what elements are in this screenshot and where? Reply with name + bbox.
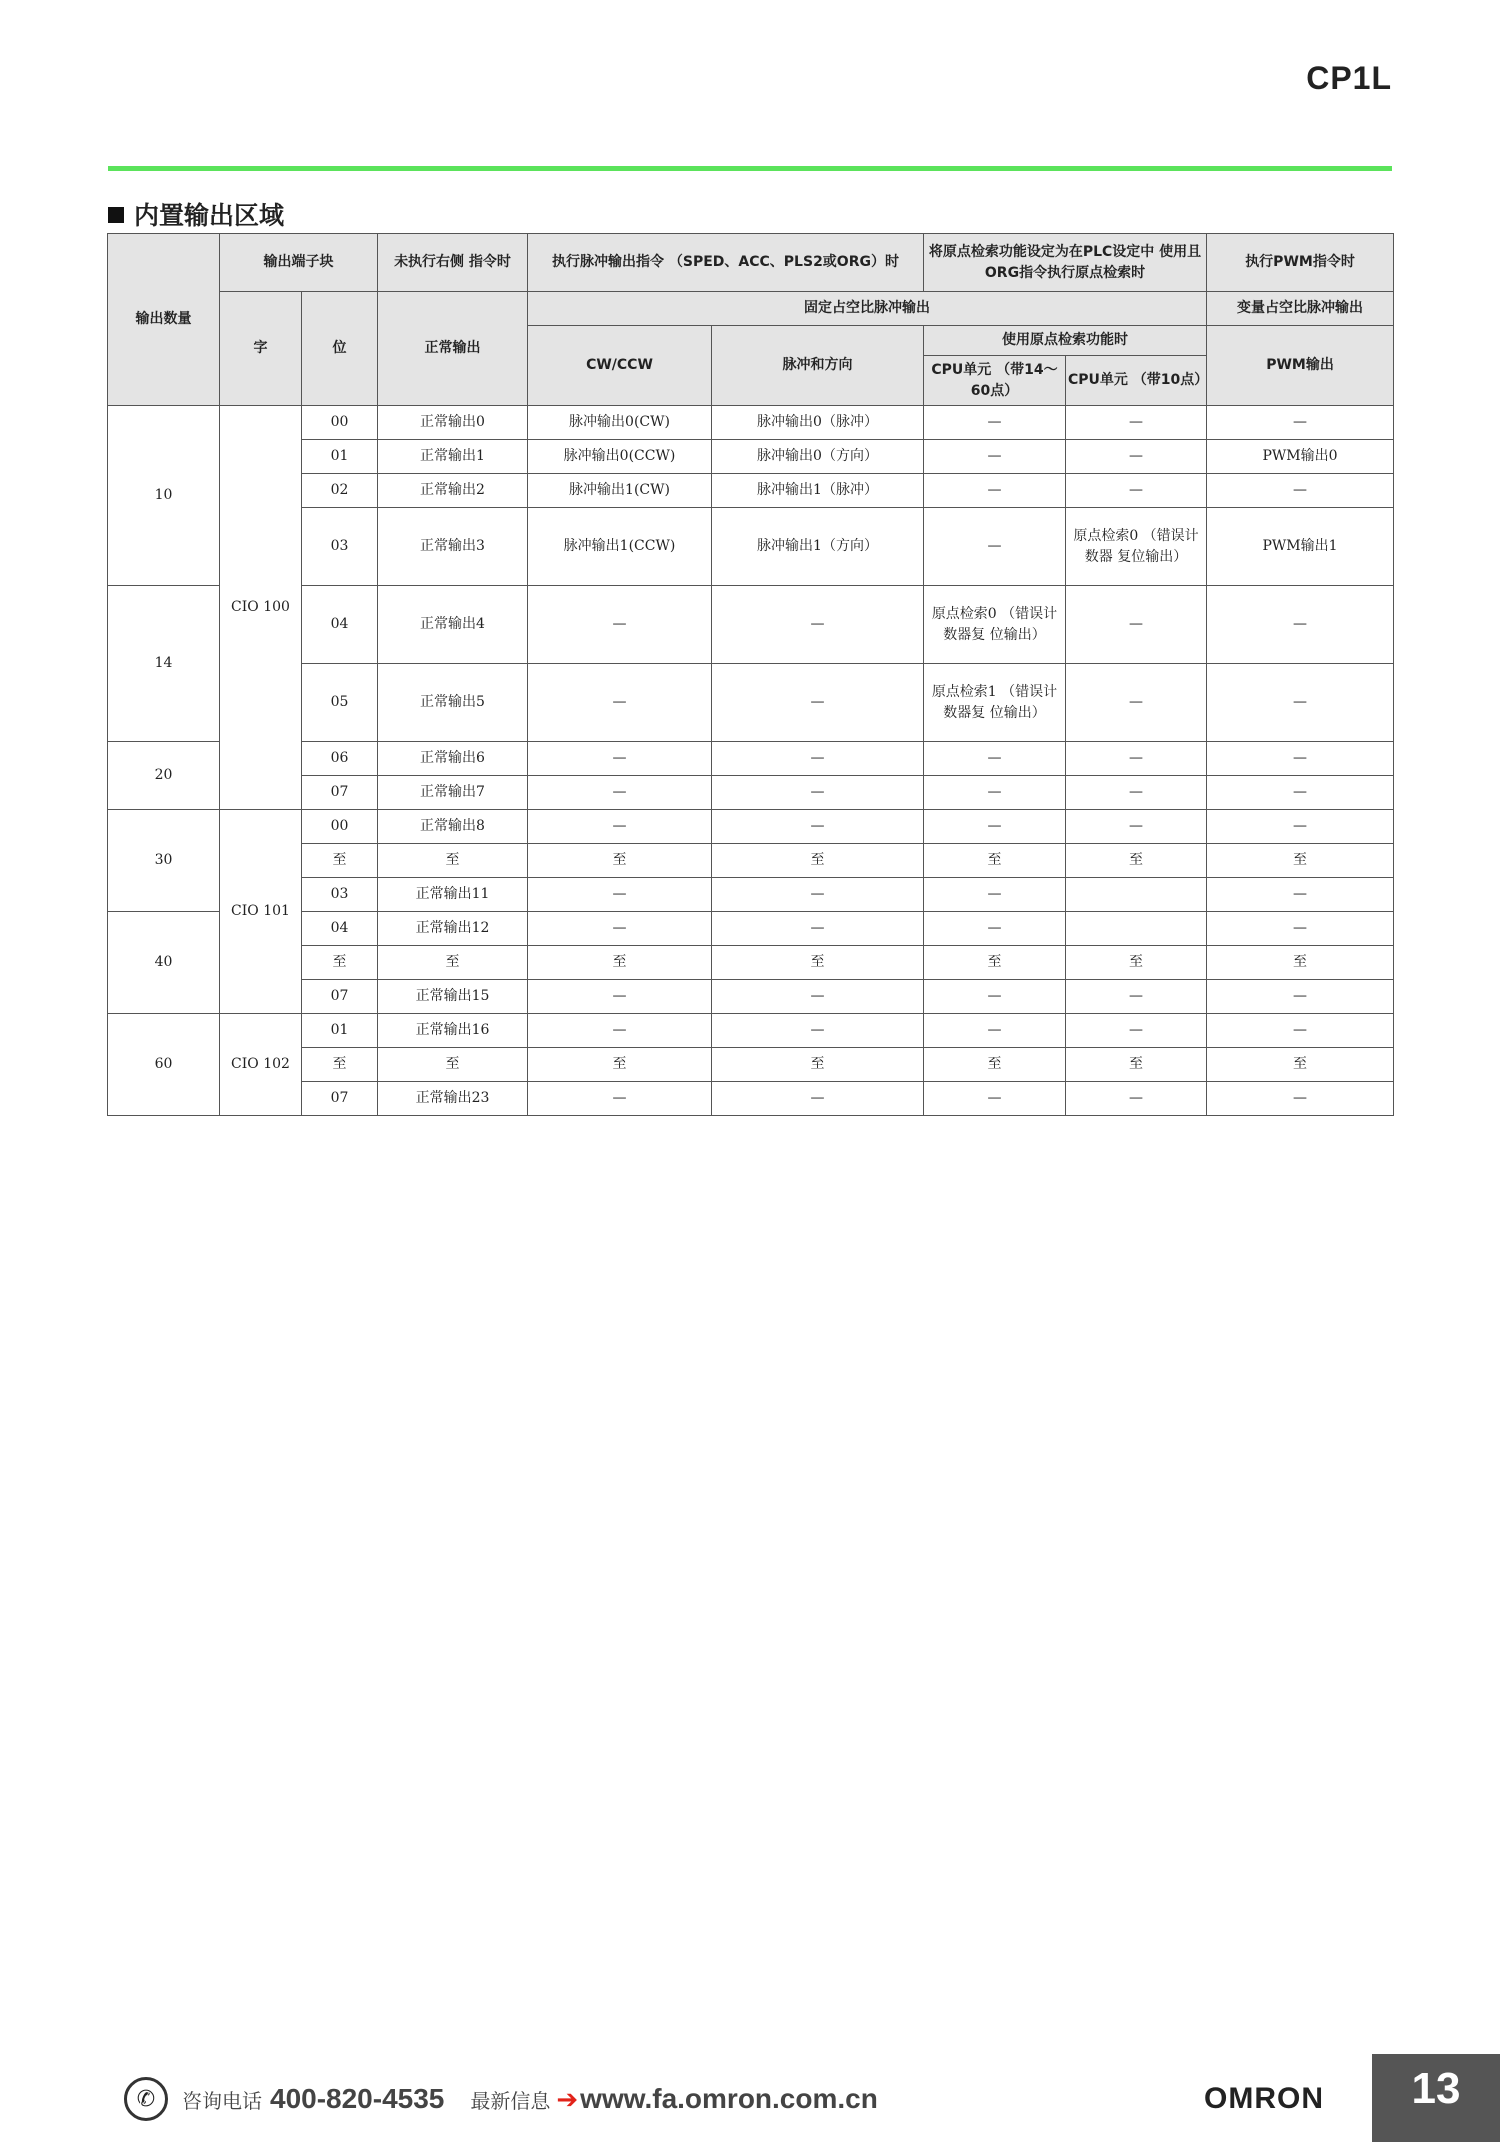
origin-cpu14-60-cell: 至 bbox=[924, 946, 1066, 980]
normal-output-cell: 正常输出5 bbox=[378, 664, 528, 742]
pwm-output-cell: — bbox=[1207, 980, 1394, 1014]
section-title-text: 内置输出区域 bbox=[134, 201, 285, 230]
pwm-output-cell: — bbox=[1207, 1014, 1394, 1048]
cw-ccw-cell: 脉冲输出0(CW) bbox=[528, 406, 712, 440]
normal-output-cell: 正常输出8 bbox=[378, 810, 528, 844]
origin-cpu14-60-cell: — bbox=[924, 742, 1066, 776]
pwm-output-cell: 至 bbox=[1207, 1048, 1394, 1082]
origin-cpu10-cell: — bbox=[1066, 406, 1207, 440]
header-pwm-output: PWM输出 bbox=[1207, 326, 1394, 406]
bit-cell: 00 bbox=[302, 810, 378, 844]
pwm-output-cell: PWM输出0 bbox=[1207, 440, 1394, 474]
pulse-direction-cell: — bbox=[712, 912, 924, 946]
origin-cpu14-60-cell: 原点检索1 （错误计数器复 位输出） bbox=[924, 664, 1066, 742]
header-rule bbox=[108, 166, 1392, 171]
origin-cpu10-cell: — bbox=[1066, 1082, 1207, 1116]
output-qty-10: 10 bbox=[108, 406, 220, 586]
cw-ccw-cell: 脉冲输出1(CW) bbox=[528, 474, 712, 508]
origin-cpu10-cell: — bbox=[1066, 586, 1207, 664]
hotline-number: 400-820-4535 bbox=[270, 2083, 445, 2114]
origin-cpu10-cell: 至 bbox=[1066, 946, 1207, 980]
header-output-qty: 输出数量 bbox=[108, 234, 220, 406]
cw-ccw-cell: — bbox=[528, 1082, 712, 1116]
normal-output-cell: 正常输出1 bbox=[378, 440, 528, 474]
pwm-output-cell: PWM输出1 bbox=[1207, 508, 1394, 586]
pwm-output-cell: — bbox=[1207, 742, 1394, 776]
header-origin-search: 将原点检索功能设定为在PLC设定中 使用且ORG指令执行原点检索时 bbox=[924, 234, 1207, 292]
hotline-label: 咨询电话 bbox=[182, 2090, 262, 2113]
cw-ccw-cell: 至 bbox=[528, 946, 712, 980]
origin-cpu10-cell bbox=[1066, 878, 1207, 912]
origin-cpu14-60-cell: — bbox=[924, 980, 1066, 1014]
header-pulse-direction: 脉冲和方向 bbox=[712, 326, 924, 406]
origin-cpu10-cell: — bbox=[1066, 776, 1207, 810]
output-area-table bbox=[107, 233, 1394, 1116]
output-qty-20: 20 bbox=[108, 742, 220, 810]
normal-output-cell: 至 bbox=[378, 1048, 528, 1082]
origin-cpu10-cell bbox=[1066, 912, 1207, 946]
normal-output-cell: 正常输出3 bbox=[378, 508, 528, 586]
pwm-output-cell: — bbox=[1207, 474, 1394, 508]
phone-icon: ✆ bbox=[124, 2077, 168, 2121]
bit-cell: 00 bbox=[302, 406, 378, 440]
header-cw-ccw: CW/CCW bbox=[528, 326, 712, 406]
pulse-direction-cell: — bbox=[712, 776, 924, 810]
pulse-direction-cell: 至 bbox=[712, 1048, 924, 1082]
origin-cpu10-cell: — bbox=[1066, 980, 1207, 1014]
header-pwm-exec: 执行PWM指令时 bbox=[1207, 234, 1394, 292]
news-label: 最新信息 bbox=[470, 2090, 551, 2113]
normal-output-cell: 至 bbox=[378, 946, 528, 980]
bit-cell: 07 bbox=[302, 776, 378, 810]
pwm-output-cell: — bbox=[1207, 776, 1394, 810]
cw-ccw-cell: — bbox=[528, 878, 712, 912]
output-qty-30: 30 bbox=[108, 810, 220, 912]
origin-cpu10-cell: — bbox=[1066, 742, 1207, 776]
header-cpu-10: CPU单元 （带10点） bbox=[1066, 356, 1207, 406]
page-number: 13 bbox=[1372, 2054, 1500, 2142]
omron-logo: OMRON bbox=[1204, 2082, 1324, 2115]
origin-cpu14-60-cell: — bbox=[924, 474, 1066, 508]
output-qty-40: 40 bbox=[108, 912, 220, 1014]
cw-ccw-cell: — bbox=[528, 586, 712, 664]
pulse-direction-cell: — bbox=[712, 1014, 924, 1048]
section-title bbox=[108, 196, 284, 232]
bit-cell: 01 bbox=[302, 1014, 378, 1048]
normal-output-cell: 正常输出12 bbox=[378, 912, 528, 946]
pulse-direction-cell: 脉冲输出0（方向） bbox=[712, 440, 924, 474]
pwm-output-cell: — bbox=[1207, 810, 1394, 844]
pwm-output-cell: 至 bbox=[1207, 946, 1394, 980]
normal-output-cell: 正常输出0 bbox=[378, 406, 528, 440]
pwm-output-cell: — bbox=[1207, 1082, 1394, 1116]
arrow-right-icon: ➔ bbox=[556, 2083, 579, 2114]
origin-cpu14-60-cell: 原点检索0 （错误计数器复 位输出） bbox=[924, 586, 1066, 664]
pwm-output-cell: — bbox=[1207, 912, 1394, 946]
pwm-output-cell: — bbox=[1207, 664, 1394, 742]
pwm-output-cell: — bbox=[1207, 406, 1394, 440]
normal-output-cell: 至 bbox=[378, 844, 528, 878]
bit-cell: 05 bbox=[302, 664, 378, 742]
pulse-direction-cell: 脉冲输出0（脉冲） bbox=[712, 406, 924, 440]
cw-ccw-cell: — bbox=[528, 664, 712, 742]
origin-cpu14-60-cell: — bbox=[924, 406, 1066, 440]
bit-cell: 至 bbox=[302, 946, 378, 980]
cw-ccw-cell: 脉冲输出0(CCW) bbox=[528, 440, 712, 474]
cw-ccw-cell: — bbox=[528, 980, 712, 1014]
normal-output-cell: 正常输出2 bbox=[378, 474, 528, 508]
bit-cell: 至 bbox=[302, 1048, 378, 1082]
origin-cpu14-60-cell: — bbox=[924, 810, 1066, 844]
footer-bar bbox=[124, 2074, 878, 2124]
origin-cpu14-60-cell: — bbox=[924, 1014, 1066, 1048]
normal-output-cell: 正常输出23 bbox=[378, 1082, 528, 1116]
origin-cpu14-60-cell: 至 bbox=[924, 844, 1066, 878]
output-qty-60: 60 bbox=[108, 1014, 220, 1116]
pulse-direction-cell: 至 bbox=[712, 946, 924, 980]
bit-cell: 07 bbox=[302, 980, 378, 1014]
origin-cpu14-60-cell: — bbox=[924, 878, 1066, 912]
cw-ccw-cell: 脉冲输出1(CCW) bbox=[528, 508, 712, 586]
bit-cell: 06 bbox=[302, 742, 378, 776]
origin-cpu14-60-cell: — bbox=[924, 1082, 1066, 1116]
header-origin-use: 使用原点检索功能时 bbox=[924, 326, 1207, 356]
origin-cpu10-cell: — bbox=[1066, 810, 1207, 844]
header-cpu-14-60: CPU单元 （带14～60点） bbox=[924, 356, 1066, 406]
normal-output-cell: 正常输出11 bbox=[378, 878, 528, 912]
cw-ccw-cell: 至 bbox=[528, 1048, 712, 1082]
pulse-direction-cell: 脉冲输出1（脉冲） bbox=[712, 474, 924, 508]
output-qty-14: 14 bbox=[108, 586, 220, 742]
normal-output-cell: 正常输出15 bbox=[378, 980, 528, 1014]
model-title: CP1L bbox=[1306, 60, 1392, 96]
origin-cpu10-cell: 至 bbox=[1066, 1048, 1207, 1082]
origin-cpu10-cell: — bbox=[1066, 474, 1207, 508]
origin-cpu10-cell: — bbox=[1066, 664, 1207, 742]
origin-cpu10-cell: 原点检索0 （错误计数器 复位输出） bbox=[1066, 508, 1207, 586]
bit-cell: 07 bbox=[302, 1082, 378, 1116]
header-word: 字 bbox=[220, 292, 302, 406]
table-row bbox=[108, 1014, 1394, 1048]
cw-ccw-cell: — bbox=[528, 776, 712, 810]
pwm-output-cell: 至 bbox=[1207, 844, 1394, 878]
cw-ccw-cell: — bbox=[528, 1014, 712, 1048]
word-cio-102: CIO 102 bbox=[220, 1014, 302, 1116]
pulse-direction-cell: — bbox=[712, 586, 924, 664]
cw-ccw-cell: — bbox=[528, 742, 712, 776]
pulse-direction-cell: 脉冲输出1（方向） bbox=[712, 508, 924, 586]
word-cio-100: CIO 100 bbox=[220, 406, 302, 810]
pulse-direction-cell: — bbox=[712, 1082, 924, 1116]
bit-cell: 01 bbox=[302, 440, 378, 474]
normal-output-cell: 正常输出16 bbox=[378, 1014, 528, 1048]
pulse-direction-cell: — bbox=[712, 810, 924, 844]
header-bit: 位 bbox=[302, 292, 378, 406]
bit-cell: 04 bbox=[302, 912, 378, 946]
normal-output-cell: 正常输出4 bbox=[378, 586, 528, 664]
origin-cpu10-cell: — bbox=[1066, 1014, 1207, 1048]
pwm-output-cell: — bbox=[1207, 586, 1394, 664]
header-output-block: 输出端子块 bbox=[220, 234, 378, 292]
word-cio-101: CIO 101 bbox=[220, 810, 302, 1014]
pulse-direction-cell: — bbox=[712, 664, 924, 742]
cw-ccw-cell: 至 bbox=[528, 844, 712, 878]
website-link[interactable]: www.fa.omron.com.cn bbox=[580, 2083, 878, 2114]
pwm-output-cell: — bbox=[1207, 878, 1394, 912]
origin-cpu10-cell: 至 bbox=[1066, 844, 1207, 878]
bit-cell: 至 bbox=[302, 844, 378, 878]
header-pulse-exec: 执行脉冲输出指令 （SPED、ACC、PLS2或ORG）时 bbox=[528, 234, 924, 292]
table-row bbox=[108, 810, 1394, 844]
square-bullet-icon bbox=[108, 207, 124, 223]
header-fixed-duty: 固定占空比脉冲输出 bbox=[528, 292, 1207, 326]
header-variable-duty: 变量占空比脉冲输出 bbox=[1207, 292, 1394, 326]
normal-output-cell: 正常输出7 bbox=[378, 776, 528, 810]
bit-cell: 03 bbox=[302, 878, 378, 912]
origin-cpu14-60-cell: — bbox=[924, 776, 1066, 810]
header-normal-output: 正常输出 bbox=[378, 292, 528, 406]
origin-cpu14-60-cell: — bbox=[924, 912, 1066, 946]
origin-cpu14-60-cell: — bbox=[924, 440, 1066, 474]
table-row bbox=[108, 406, 1394, 440]
cw-ccw-cell: — bbox=[528, 810, 712, 844]
cw-ccw-cell: — bbox=[528, 912, 712, 946]
origin-cpu10-cell: — bbox=[1066, 440, 1207, 474]
pulse-direction-cell: 至 bbox=[712, 844, 924, 878]
pulse-direction-cell: — bbox=[712, 980, 924, 1014]
header-not-exec: 未执行右侧 指令时 bbox=[378, 234, 528, 292]
origin-cpu14-60-cell: 至 bbox=[924, 1048, 1066, 1082]
pulse-direction-cell: — bbox=[712, 742, 924, 776]
bit-cell: 03 bbox=[302, 508, 378, 586]
bit-cell: 02 bbox=[302, 474, 378, 508]
normal-output-cell: 正常输出6 bbox=[378, 742, 528, 776]
origin-cpu14-60-cell: — bbox=[924, 508, 1066, 586]
pulse-direction-cell: — bbox=[712, 878, 924, 912]
bit-cell: 04 bbox=[302, 586, 378, 664]
